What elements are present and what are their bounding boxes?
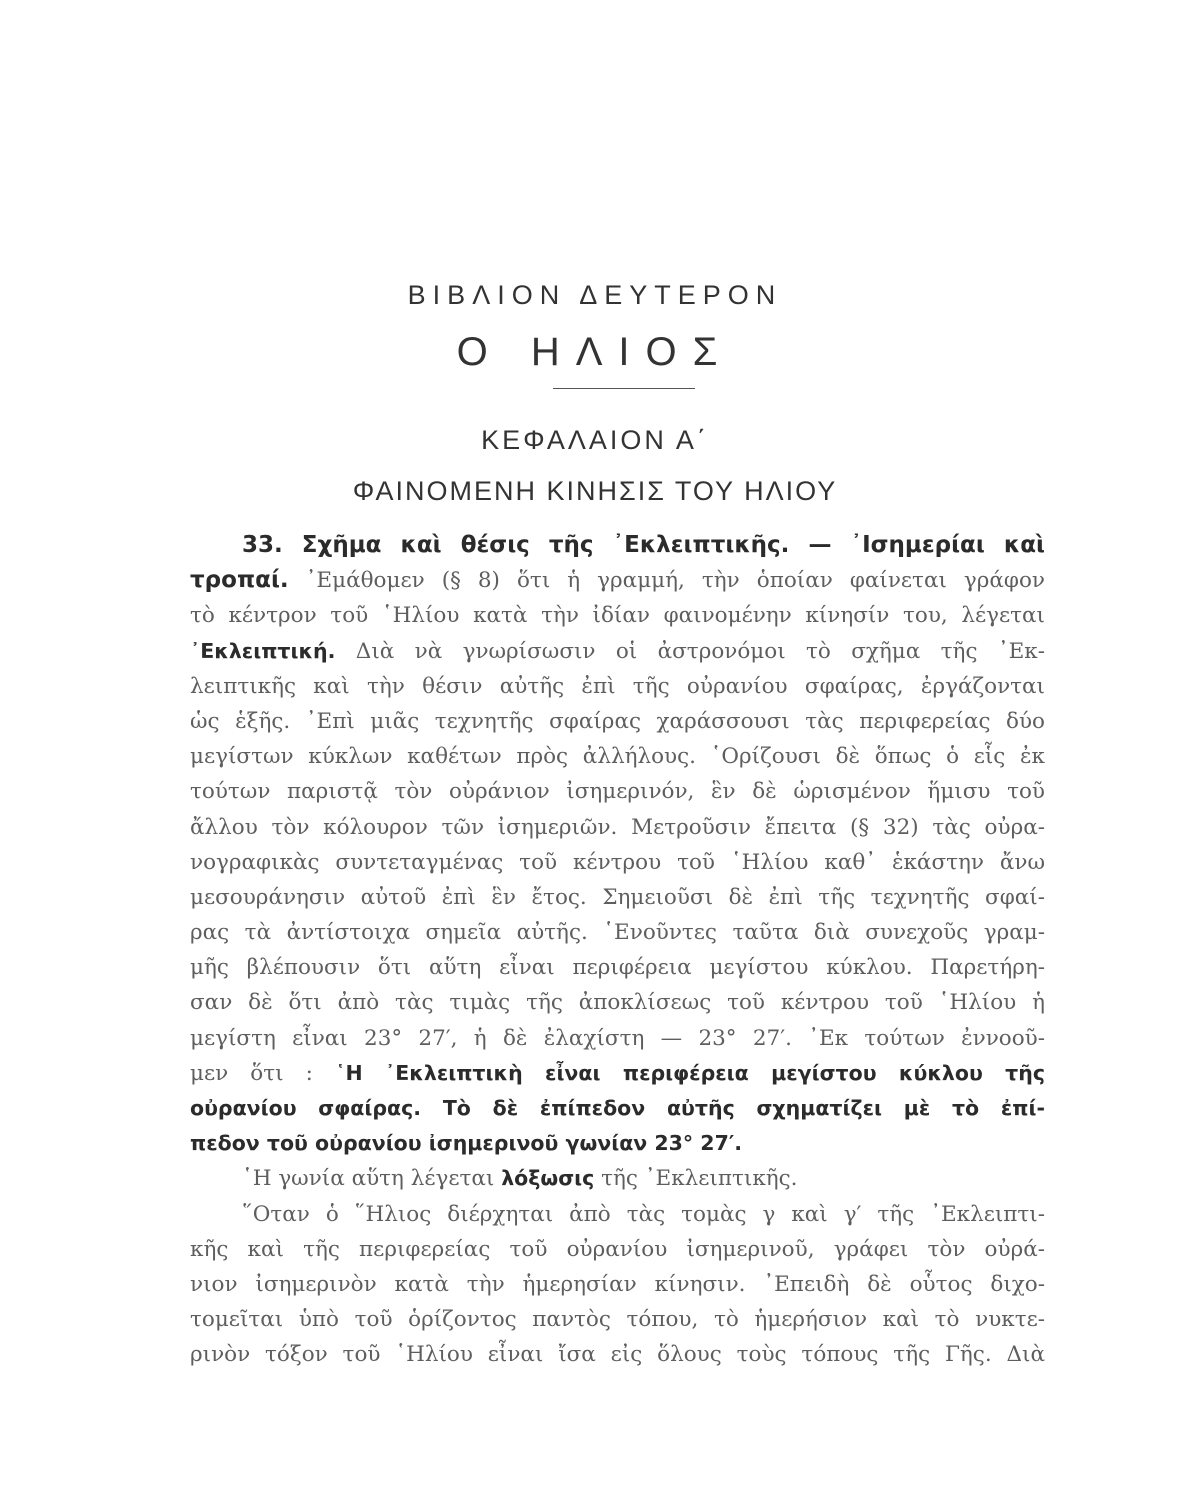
chapter-title: ΦΑΙΝΟΜΕΝΗ ΚΙΝΗΣΙΣ ΤΟΥ ΗΛΙΟΥ <box>352 476 838 506</box>
text-line: ἄλλου τὸν κόλουρον τῶν ἰσημεριῶν. Μετροῦσιν ἔπειτα (§ 32) τὰς οὐρα- <box>190 814 1045 840</box>
text-line: κῆς καὶ τῆς περιφερείας τοῦ οὐρανίου ἰσημερινοῦ, γράφει τὸν οὐρά- <box>190 1236 1045 1262</box>
section-subheading-end: τροπαί. <box>190 567 289 594</box>
text-line <box>190 1056 1045 1091</box>
text-line: τὸ κέντρον τοῦ ῾Ηλίου κατὰ τὴν ἰδίαν φαινομένην κίνησίν του, λέγεται <box>190 603 1045 629</box>
text-line: νογραφικὰς συντεταγμένας τοῦ κέντρου τοῦ ῾Ηλίου καθ᾿ ἑκάστην ἄνω <box>190 849 1045 875</box>
text-run: ᾿Εμάθομεν (§ 8) ὅτι ἡ γραμμή, τὴν ὁποίαν φαίνεται γράφον <box>288 568 1045 594</box>
term-obliquity: λόξωσις <box>501 1166 595 1191</box>
title-divider <box>553 388 695 389</box>
text-line: μεγίστων κύκλων καθέτων πρὸς ἀλλήλους. ῾Ορίζουσι δὲ ὅπως ὁ εἷς ἐκ <box>190 744 1045 770</box>
section-dash: — <box>789 532 851 558</box>
text-line: ρας τὰ ἀντίστοιχα σημεῖα αὐτῆς. ῾Ενοῦντες ταῦτα διὰ συνεχοῦς γραμ- <box>190 920 1045 946</box>
text-line <box>190 528 1045 563</box>
theorem-text: ῾Η ᾿Εκλειπτικὴ εἶναι περιφέρεια μεγίστου κύκλου τῆς <box>312 1060 1045 1085</box>
text-run: τῆς ᾿Εκλειπτικῆς. <box>594 1166 798 1192</box>
text-line: ρινὸν τόξον τοῦ ῾Ηλίου εἶναι ἴσα εἰς ὅλους τοὺς τόπους τῆς Γῆς. Διὰ <box>190 1342 1045 1368</box>
text-line: σαν δὲ ὅτι ἀπὸ τὰς τιμὰς τῆς ἀποκλίσεως τοῦ κέντρου τοῦ ῾Ηλίου ἡ <box>190 990 1045 1016</box>
part-title: Ο ΗΛΙΟΣ <box>456 330 734 374</box>
text-line: μεσουράνησιν αὐτοῦ ἐπὶ ἓν ἔτος. Σημειοῦσι δὲ ἐπὶ τῆς τεχνητῆς σφαί- <box>190 884 1045 910</box>
theorem-line: πεδον τοῦ οὐρανίου ἰσημερινοῦ γωνίαν 23° 27′. <box>190 1131 743 1156</box>
body-text <box>190 528 1045 1373</box>
section-heading: 33. Σχῆμα καὶ θέσις τῆς ᾿Εκλειπτικῆς. <box>242 532 790 558</box>
text-run: Διὰ νὰ γνωρίσωσιν οἱ ἀστρονόμοι τὸ σχῆμα τῆς ᾿Εκ- <box>335 638 1045 664</box>
theorem-line: οὐρανίου σφαίρας. Τὸ δὲ ἐπίπεδον αὐτῆς σχηματίζει μὲ τὸ ἐπί- <box>190 1096 1045 1120</box>
text-line: τούτων παριστᾷ τὸν οὐράνιον ἰσημερινόν, ἓν δὲ ὡρισμένον ἥμισυ τοῦ <box>190 779 1045 805</box>
book-title: ΒΙΒΛΙΟΝ ΔΕΥΤΕΡΟΝ <box>407 280 783 310</box>
chapter-heading: ΚΕΦΑΛΑΙΟΝ Α΄ <box>481 425 709 455</box>
term-ecliptic: ᾿Εκλειπτική. <box>190 638 336 663</box>
text-line: ὡς ἑξῆς. ᾿Επὶ μιᾶς τεχνητῆς σφαίρας χαράσσουσι τὰς περιφερείας δύο <box>190 708 1045 734</box>
text-line: μεγίστη εἶναι 23° 27′, ἡ δὲ ἐλαχίστη — 23° 27′. ᾿Εκ τούτων ἐννοοῦ- <box>190 1025 1045 1051</box>
text-line: ῞Οταν ὁ ῞Ηλιος διέρχηται ἀπὸ τὰς τομὰς γ καὶ γ′ τῆς ᾿Εκλειπτι- <box>242 1201 1045 1227</box>
text-line <box>190 634 1045 669</box>
text-run: μεν ὅτι : <box>190 1060 313 1086</box>
section-subheading: ᾿Ισημερίαι καὶ <box>850 532 1045 558</box>
text-line: μῆς βλέπουσιν ὅτι αὕτη εἶναι περιφέρεια μεγίστου κύκλου. Παρετήρη- <box>190 955 1045 981</box>
text-run: ῾Η γωνία αὕτη λέγεται <box>242 1166 502 1192</box>
text-line: λειπτικῆς καὶ τὴν θέσιν αὐτῆς ἐπὶ τῆς οὐρανίου σφαίρας, ἐργάζονται <box>190 673 1045 699</box>
text-line <box>190 563 1045 598</box>
text-line: τομεῖται ὑπὸ τοῦ ὁρίζοντος παντὸς τόπου, τὸ ἡμερήσιον καὶ τὸ νυκτε- <box>190 1307 1045 1333</box>
text-line: νιον ἰσημερινὸν κατὰ τὴν ἡμερησίαν κίνησιν. ᾿Επειδὴ δὲ οὗτος διχο- <box>190 1271 1045 1297</box>
text-line <box>190 1161 1045 1196</box>
